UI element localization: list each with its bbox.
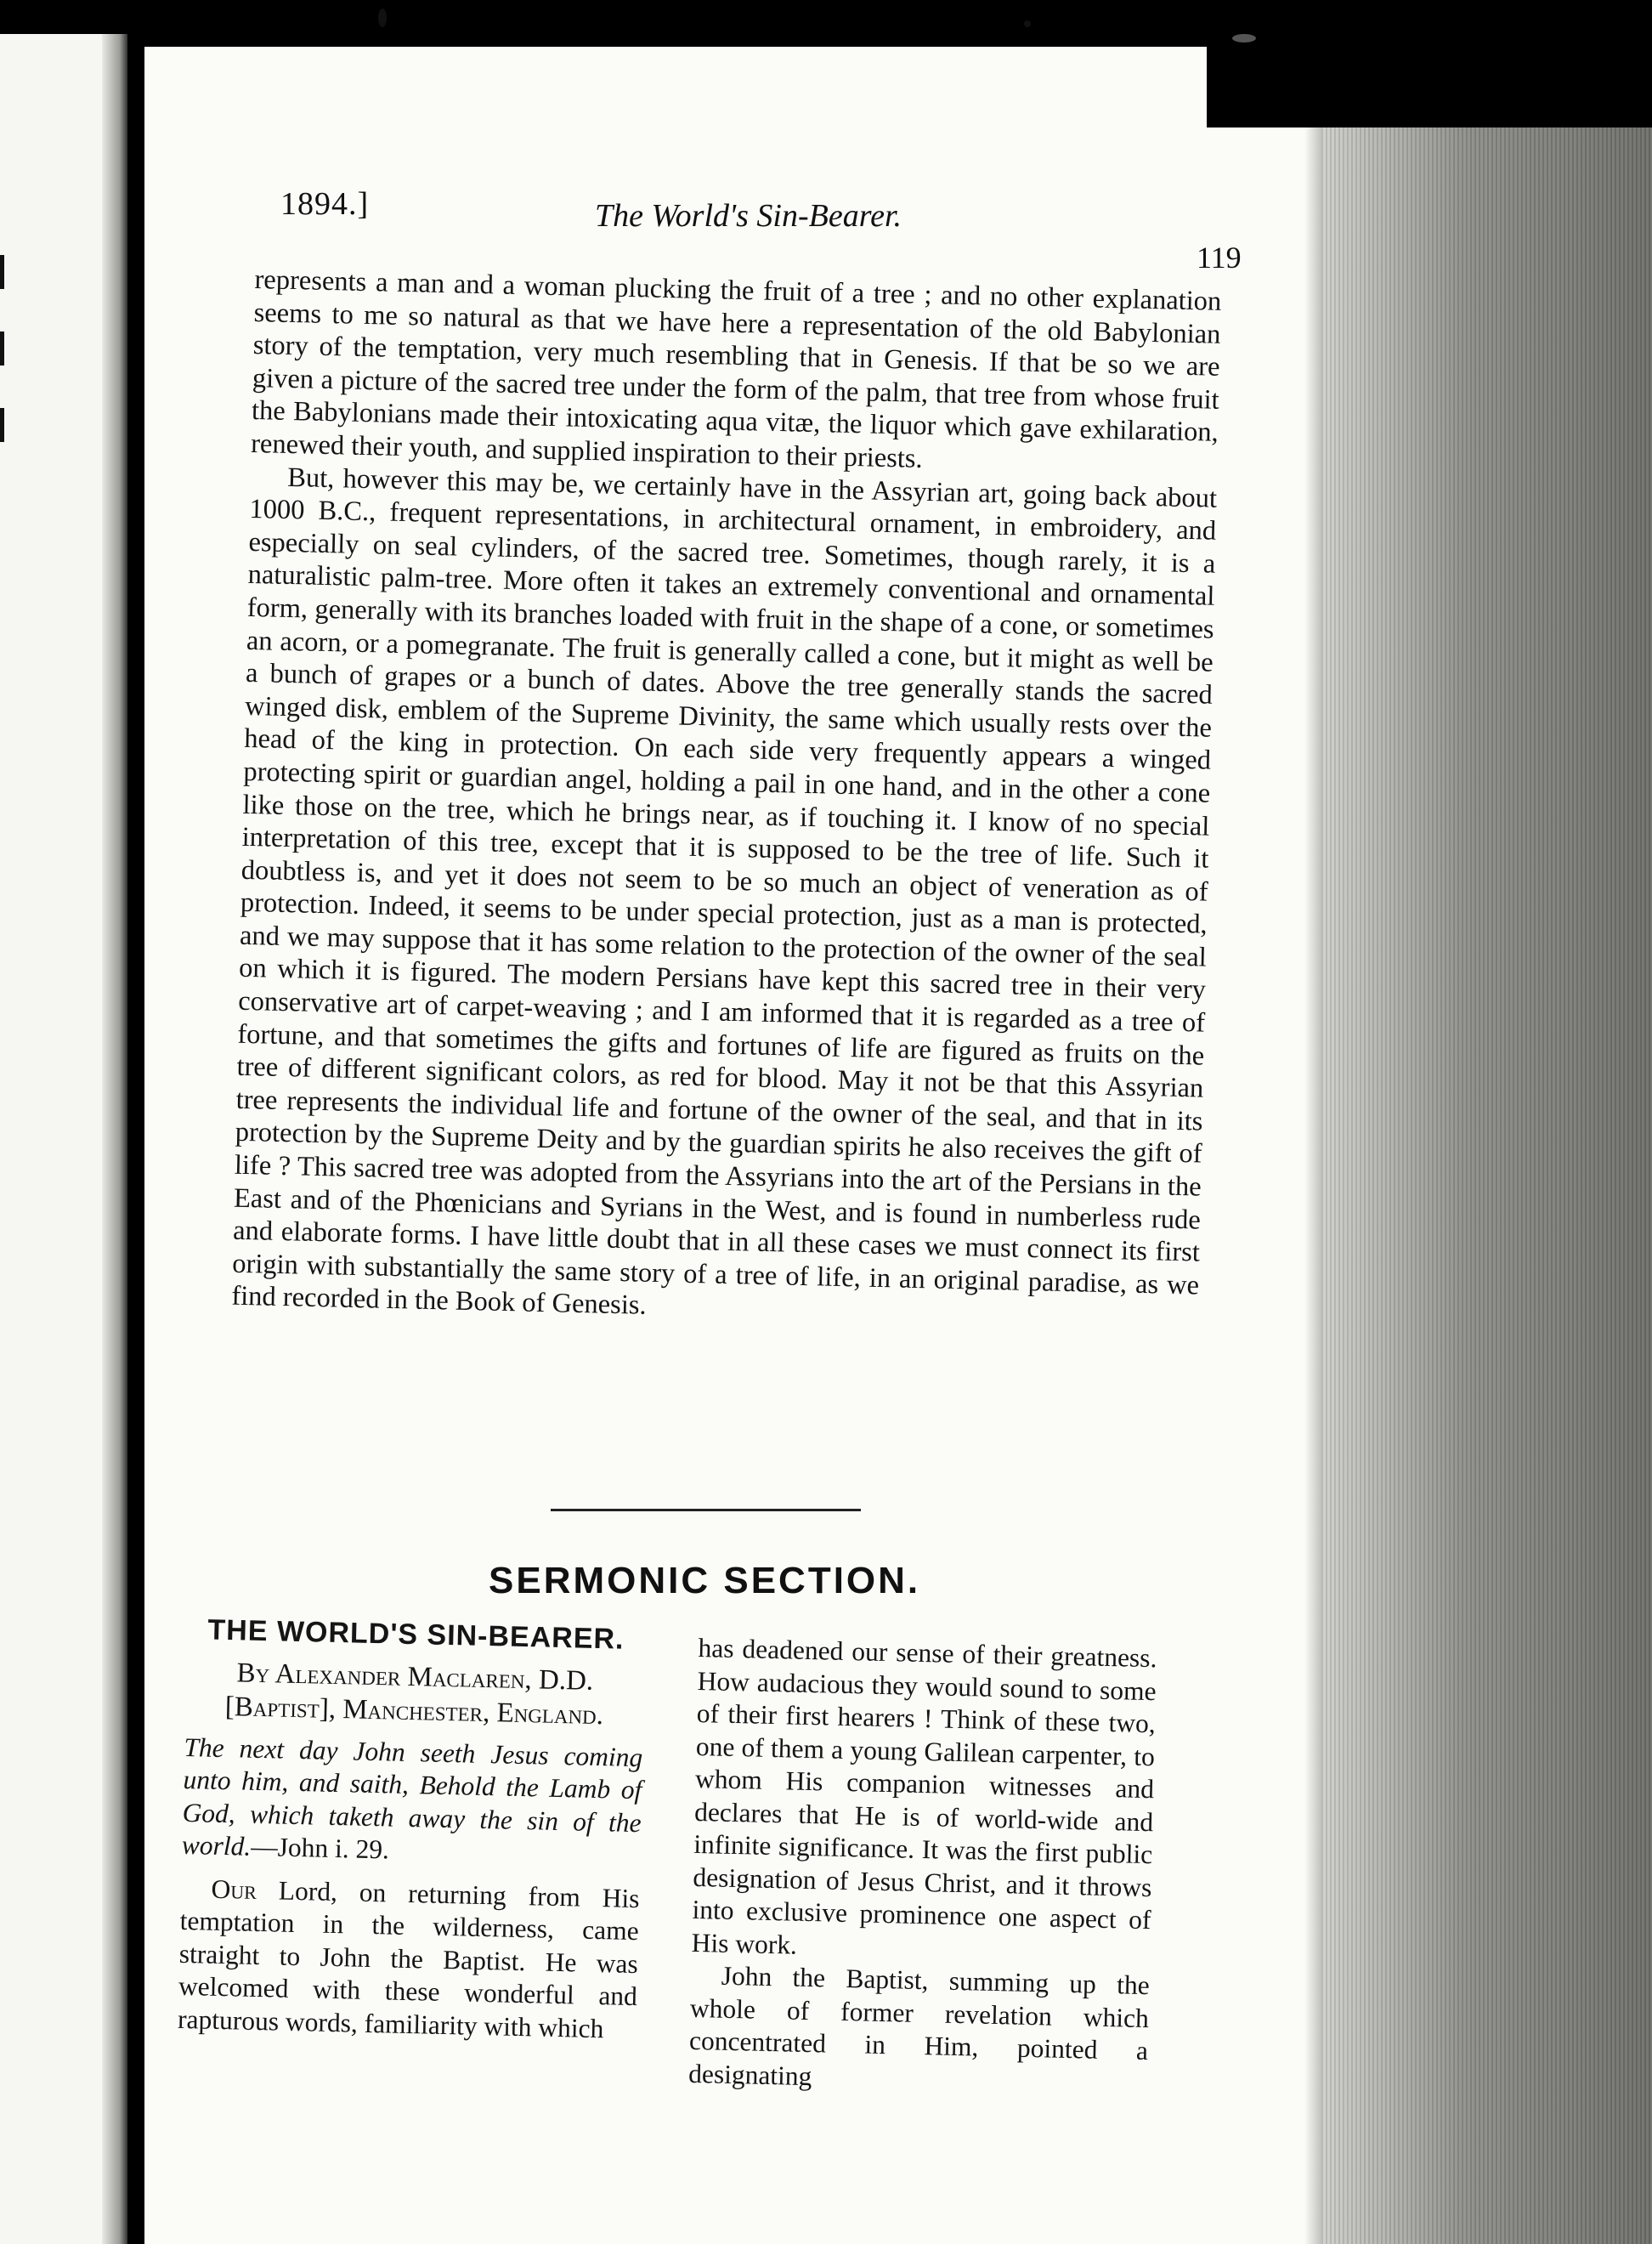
left-column [178,1613,646,2046]
book-page-edges [1321,119,1652,2244]
scan-speck [1024,20,1031,27]
sermon-byline: By Alexander Maclaren, D.D. [Baptist], Manchester, England. [224,1657,604,1731]
facing-page-edge [0,34,127,2244]
article-body [231,264,1222,1335]
background-corner [1207,0,1652,128]
sermon-paragraph-text: Lord, on returning from His temptation in the wilderness, came straight to John the Baptist. He was welcomed with these wonderful and rapturous words, familiarity with which [177,1875,640,2043]
epigraph-reference: —John i. 29. [250,1831,390,1865]
page-number: 119 [1197,241,1242,275]
body-paragraph: But, however this may be, we certainly have in the Assyrian art, going back about 1000 B.C., frequent representations, in architectural ornament, in embroidery, and especially on seal cylinders, of the sacred tree. Sometimes, though rarely, it is a naturalistic palm-tree. More often it takes an extremely conventional and ornamental form, generally with its branches loaded with fruit in the shape of a cone, or sometimes an acorn, or a pomegranate. The fruit is generally called a cone, but it might as well be a bunch of grapes or a bunch of dates. Above the tree generally stands the sacred winged disk, emblem of the Supreme Divinity, the same which usually rests over the head of the king in protection. On each side very frequently appears a winged protecting spirit or guardian angel, holding a pail in one hand, and in the other a cone like those on the tree, which he brings near, as if touching it. I know of no special interpretation of this tree, except that it is supposed to be the tree of life. Such it doubtless is, and yet it does not seem to be so much an object of veneration as of protection. Indeed, it seems to be under special protection, just as a man is protected, and we may suppose that it has some relation to the protection of the owner of the seal on which it is figured. The modern Persians have kept this sacred tree in their very conservative art of carpet-weaving ; and I am informed that it is regarded as a tree of fortune, and that sometimes the gifts and fortunes of life are figured as fruits on the tree of different significant colors, as red for blood. May it not be that this Assyrian tree represents the individual life and fortune of the owner of the seal, and that in its protection by the Supreme Deity and by the guardian spirits he also receives the gift of life ? This sacred tree was adopted from the Assyrians into the art of the Persians in the East and of the Phœnicians and Syrians in the West, and is found in numberless rude and elaborate forms. I have little doubt that in all these cases we must connect its first origin with substantially the same story of a tree of life, in an original paradise, as we find recorded in the Book of Genesis. [231,462,1218,1322]
margin-mark [0,332,4,366]
sermon-paragraph: John the Baptist, summing up the whole of former revelation which concentrated in Him, pointed a designating [687,1960,1151,2091]
running-head-title: The World's Sin-Bearer. [595,198,902,234]
epigraph-text: The next day John seeth Jesus coming unto him, and saith, Behold the Lamb of God, which taketh away the sin of the world. [181,1731,643,1862]
sermon-paragraph [178,1872,640,2046]
margin-mark [0,408,4,442]
running-head-year: 1894.] [280,186,370,222]
scripture-epigraph [181,1731,642,1872]
facing-page-shadow [102,34,127,2244]
drop-lead-word: Our [211,1873,257,1905]
body-paragraph: represents a man and a woman plucking the fruit of a tree ; and no other explanation seems to me so natural as that we have here a representation of the old Babylonian story of the temptation, very much resembling that in Genesis. If that be so we are given a picture of the sacred tree under the form of the palm, that tree from whose fruit the Babylonians made their intoxicating aqua vitæ, the liquor which gave exhilaration, renewed their youth, and supplied inspiration to their priests. [250,264,1222,474]
sermon-paragraph: has deadened our sense of their greatness. How audacious they would sound to some of their first hearers ! Think of these two, one of them a young Galilean carpenter, to whom His companion witnesses and declares that He is of world-wide and infinite significance. It was the first public designation of Jesus Christ, and it throws into exclusive prominence one aspect of His work. [691,1632,1157,1960]
sermon-title: THE WORLD'S SIN-BEARER. [207,1613,625,1656]
right-column [688,1632,1157,2100]
margin-mark [0,255,4,289]
section-divider [551,1509,861,1511]
scan-speck [378,8,387,27]
scan-speck [1232,34,1256,42]
section-title: SERMONIC SECTION. [489,1560,921,1601]
